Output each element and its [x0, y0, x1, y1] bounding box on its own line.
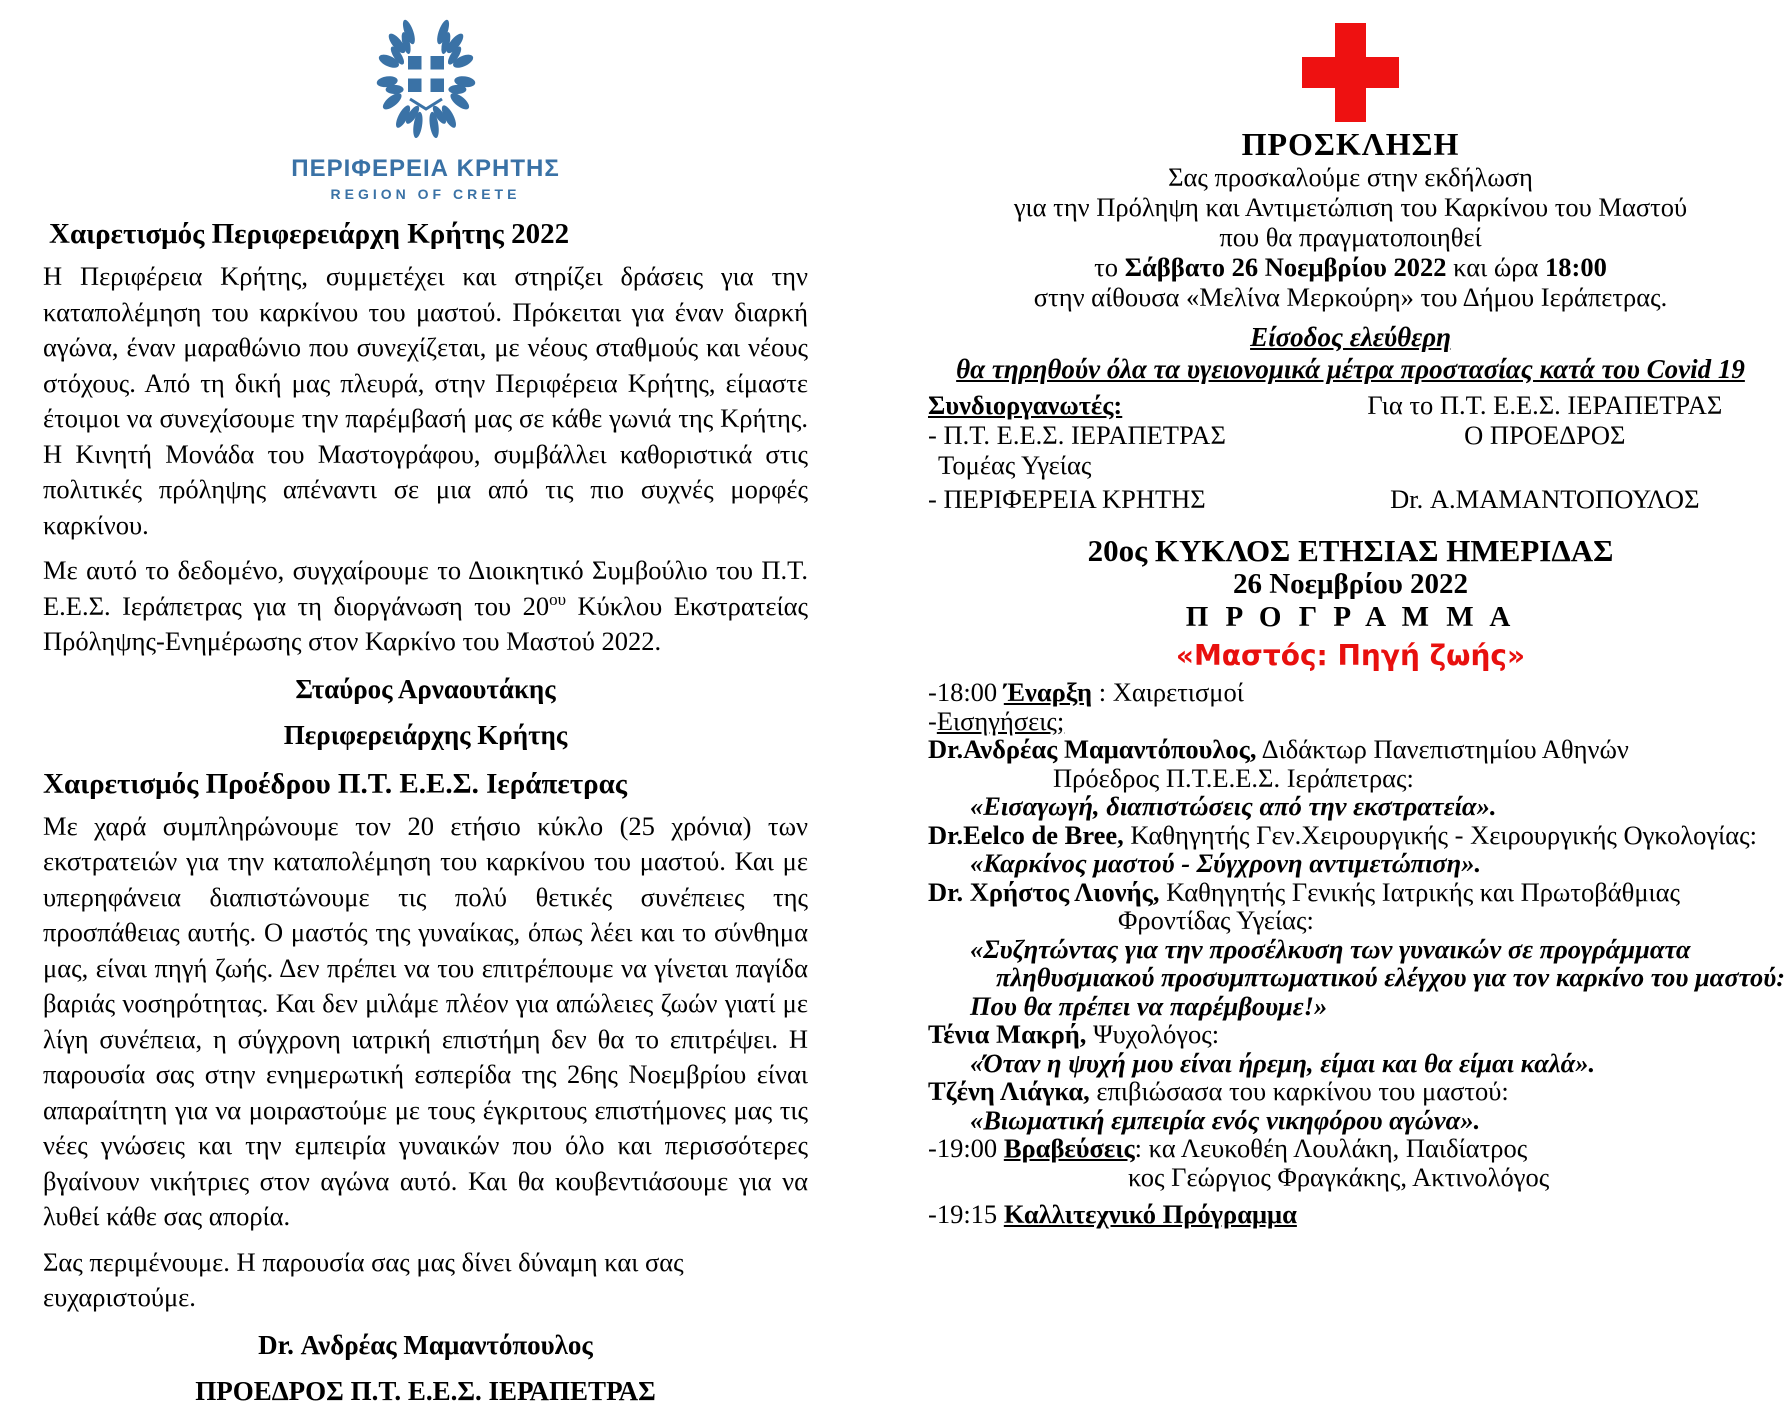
speaker-role-line: Φροντίδας Υγείας: — [1118, 905, 1314, 935]
invite-line-1: Σας προσκαλούμε στην εκδήλωση — [1168, 162, 1533, 192]
region-of-crete-logo — [43, 0, 808, 202]
organizers-block — [928, 390, 1773, 514]
talk-title: πληθυσμιακού προσυμπτωματικού ελέγχου για τον καρκίνο του μαστού: — [996, 962, 1785, 992]
talk-title: «Βιωματική εμπειρία ενός νικηφόρου αγώνα». — [970, 1104, 1481, 1135]
event-date-line — [928, 252, 1773, 282]
speaker-role: Καθηγητής Γενικής Ιατρικής και Πρωτοβάθμιας — [1159, 876, 1681, 907]
program-title-2: 26 Νοεμβρίου 2022 — [1232, 568, 1469, 600]
speaker-line — [928, 1020, 1773, 1049]
speaker-name: Dr. Χρήστος Λιονής, — [928, 876, 1160, 907]
greeting1-paragraph-1: Η Περιφέρεια Κρήτης, συμμετέχει και στηρίζει δράσεις για την καταπολέμηση του καρκίνου του μαστού. Πρόκειται για έναν διαρκή αγώνα, έναν μαραθώνιο που συνεχίζεται, με νέους σταθμούς και νέους στόχους. Από τη δική μας πλευρά, στην Περιφέρεια Κρήτης, είμαστε έτοιμοι να συνεχίσουμε την παρέμβασή μας σε κάθε γωνιά της Κρήτης. Η Κινητή Μονάδα του Μαστογράφου, συμβάλλει καθοριστικά στις πολιτικές πρόληψης απέναντι σε μια από τις πιο συχνές μορφές καρκίνου. — [43, 261, 808, 540]
invite-line-2: για την Πρόληψη και Αντιμετώπιση του Καρκίνου του Μαστού — [1013, 192, 1688, 222]
separator: : — [1092, 677, 1113, 707]
talk-title: «Όταν η ψυχή μου είναι ήρεμη, είμαι και θα είμαι καλά». — [970, 1047, 1596, 1078]
co-organizers-list — [928, 390, 1317, 514]
awards-text: κα Λευκοθέη Λουλάκη, Παιδίατρος — [1148, 1133, 1528, 1163]
president-signature-name: Dr. Ανδρέας Μαμαντόπουλος — [258, 1329, 593, 1360]
time-label: -18:00 — [928, 677, 1004, 707]
co-organizer-item: - Π.Τ. Ε.Ε.Σ. ΙΕΡΑΠΕΤΡΑΣ — [928, 420, 1226, 450]
president-block-name: Dr. Α.ΜΑΜΑΝΤΟΠΟΥΛΟΣ — [1390, 484, 1700, 514]
left-page — [43, 0, 808, 1408]
opening-label: Έναρξη — [1003, 677, 1093, 707]
speaker-line — [928, 878, 1773, 907]
ordinal-superscript: ου — [549, 589, 567, 609]
awards-label: Βραβεύσεις — [1003, 1133, 1135, 1163]
invitation-title: ΠΡΟΣΚΛΗΣΗ — [1241, 126, 1460, 162]
time-label: -19:15 — [928, 1199, 1004, 1229]
speaker-role: Ψυχολόγος: — [1086, 1019, 1220, 1049]
art-program-label: Καλλιτεχνικό Πρόγραμμα — [1003, 1199, 1297, 1229]
dash: - — [928, 705, 937, 736]
speaker-name: Dr.Eelco de Bree, — [928, 819, 1124, 850]
president-block-line: Ο ΠΡΟΕΔΡΟΣ — [1464, 420, 1626, 450]
sessions-label: Εισηγήσεις; — [936, 705, 1065, 736]
time-label: -19:00 — [928, 1133, 1004, 1163]
invite-line-3: που θα πραγματοποιηθεί — [1219, 222, 1482, 252]
program-schedule — [928, 677, 1785, 1229]
right-page — [928, 0, 1785, 1229]
date-middle: και ώρα — [1446, 252, 1546, 282]
event-date: Σάββατο 26 Νοεμβρίου 2022 — [1124, 252, 1447, 282]
awards-text-2: κος Γεώργιος Φραγκάκης, Ακτινολόγος — [1128, 1161, 1550, 1192]
speaker-role: Καθηγητής Γεν.Χειρουργικής - Χειρουργικής Ογκολογίας: — [1123, 819, 1757, 850]
date-prefix: το — [1094, 252, 1125, 282]
program-title-3: Π Ρ Ο Γ Ρ Α Μ Μ Α — [1185, 601, 1516, 633]
event-venue: στην αίθουσα «Μελίνα Μερκούρη» του Δήμου Ιεράπετρας. — [1033, 282, 1668, 312]
greeting2-paragraph-1: Με χαρά συμπληρώνουμε τον 20 ετήσιο κύκλο (25 χρόνια) των εκστρατειών για την καταπολέμηση του καρκίνου του μαστού. Και με υπερηφάνεια διαπιστώνουμε τις πολύ θετικές συνέπειες της προσπάθειας αυτής. Ο μαστός της γυναίκας, όπως λέει και το σύνθημα μας, είναι πηγή ζωής. Δεν πρέπει να του επιτρέπουμε να γίνεται παγίδα βαριάς νοσηρότητας. Και δεν μιλάμε πλέον για απώλειες ζωών γιατί με λίγη συνέπεια, η σύγχρονη ιατρική επιστήμη δεν θα το επιτρέψει. Η παρουσία σας στην ενημερωτική εσπερίδα της 26ης Νοεμβρίου είναι απαραίτητη για να μοιραστούμε με τους έγκριτους επιστήμονες μας τις νέες γνώσεις και την εμπειρία γυναικών που όλο και περισσότερες βγαίνουν νικήτριες στον αγώνα αυτό. Και θα κουβεντιάσουμε για να λυθεί κάθε σας απορία. — [43, 810, 808, 1231]
speaker-line — [928, 1077, 1773, 1106]
schedule-sessions-line — [928, 707, 1773, 736]
red-cross-icon — [928, 0, 1773, 122]
president-block-line: Για το Π.Τ. Ε.Ε.Σ. ΙΕΡΑΠΕΤΡΑΣ — [1367, 390, 1723, 420]
governor-signature-name: Σταύρος Αρναουτάκης — [295, 673, 556, 704]
separator: : — [1134, 1133, 1149, 1163]
talk-title: «Καρκίνος μαστού - Σύγχρονη αντιμετώπιση». — [970, 848, 1482, 878]
talk-title: «Εισαγωγή, διαπιστώσεις από την εκστρατεία». — [970, 791, 1497, 821]
greeting2-paragraph-2: Σας περιμένουμε. Η παρουσία σας μας δίνει δύναμη και σας ευχαριστούμε. — [43, 1246, 684, 1312]
speaker-name: Τζένη Λιάγκα, — [928, 1076, 1090, 1106]
logo-subtitle: REGION OF CRETE — [330, 186, 521, 202]
governor-signature-title: Περιφερειάρχης Κρήτης — [283, 719, 568, 750]
event-time: 18:00 — [1545, 252, 1607, 282]
opening-text: Χαιρετισμοί — [1112, 677, 1244, 707]
paragraph-text: Με αυτό το δεδομένο, συγχαίρουμε το Διοικητικό Συμβούλιο του Π.Τ. Ε.Ε.Σ. Ιεράπετρας για τη διοργάνωση του 20 — [43, 555, 808, 621]
logo-title: ΠΕΡΙΦΕΡΕΙΑ ΚΡΗΤΗΣ — [291, 155, 560, 182]
paragraph-text: Κύκλου Εκστρατείας Πρόληψης-Ενημέρωσης στον Καρκίνο του Μαστού 2022. — [43, 590, 808, 656]
president-signature-title: ΠΡΟΕΔΡΟΣ Π.Τ. Ε.Ε.Σ. ΙΕΡΑΠΕΤΡΑΣ — [195, 1375, 656, 1406]
speaker-role-line: Πρόεδρος Π.Τ.Ε.Ε.Σ. Ιεράπετρας: — [1053, 762, 1414, 793]
speaker-name: Τένια Μακρή, — [928, 1019, 1087, 1049]
speaker-role: επιβιώσασα του καρκίνου του μαστού: — [1089, 1076, 1509, 1106]
speaker-line — [928, 735, 1773, 764]
speaker-name: Dr.Ανδρέας Μαμαντόπουλος, — [928, 734, 1257, 764]
program-motto: «Μαστός: Πηγή ζωής» — [1175, 639, 1526, 672]
greeting2-heading: Χαιρετισμός Προέδρου Π.Τ. Ε.Ε.Σ. Ιεράπετρας — [43, 767, 628, 800]
free-entry-note: Είσοδος ελεύθερη — [1250, 322, 1451, 352]
speaker-line — [928, 821, 1773, 850]
covid-measures-note: θα τηρηθούν όλα τα υγειονομικά μέτρα προστασίας κατά του Covid 19 — [956, 354, 1745, 384]
co-organizers-heading: Συνδιοργανωτές: — [928, 390, 1123, 420]
talk-title: «Συζητώντας για την προσέλκυση των γυναικών σε προγράμματα — [970, 933, 1691, 964]
co-organizer-item: Τομέας Υγείας — [938, 450, 1092, 480]
schedule-opening-line — [928, 678, 1773, 707]
schedule-awards-line — [928, 1134, 1773, 1163]
speaker-role: Διδάκτωρ Πανεπιστημίου Αθηνών — [1256, 734, 1629, 764]
talk-title: Που θα πρέπει να παρέμβουμε!» — [970, 990, 1328, 1021]
co-organizer-item: - ΠΕΡΙΦΕΡΕΙΑ ΚΡΗΤΗΣ — [928, 484, 1206, 514]
program-title-1: 20ος ΚΥΚΛΟΣ ΕΤΗΣΙΑΣ ΗΜΕΡΙΔΑΣ — [1087, 533, 1614, 568]
president-block — [1317, 390, 1773, 514]
greeting1-heading: Χαιρετισμός Περιφερειάρχη Κρήτης 2022 — [49, 218, 570, 250]
schedule-art-line — [928, 1200, 1773, 1229]
greeting1-paragraph-2 — [43, 553, 808, 660]
region-of-crete-emblem-icon — [376, 12, 476, 146]
